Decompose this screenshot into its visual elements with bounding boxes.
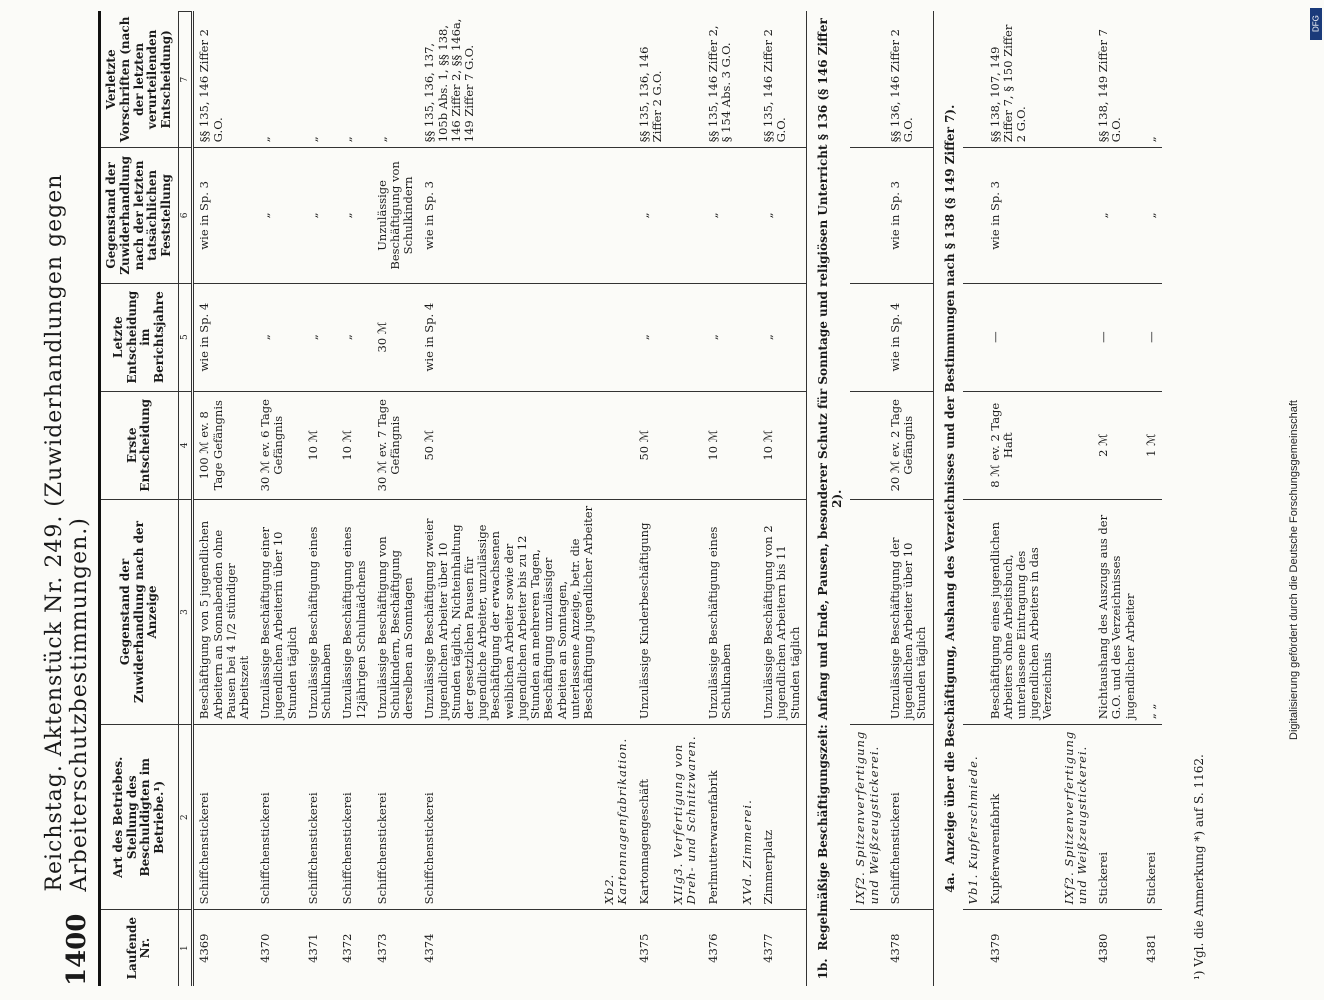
table-row [703, 12, 737, 987]
row-number: 4373 [372, 910, 420, 986]
branch-subheading: XIIg3. Verfertigung von Dreh- und Schnitzwaren. [668, 725, 702, 910]
row-number: 4375 [634, 910, 668, 986]
row-letzte-entscheidung: — [985, 283, 1059, 391]
row-feststellung: wie in Sp. 3 [193, 148, 255, 283]
branch-subheading: IXf2. Spitzenverfertigung und Weißzeugstickerei. [1059, 725, 1093, 910]
column-header: Gegenstand der Zuwiderhandlung nach der letzten tatsächlichen Feststellung [101, 148, 178, 283]
row-feststellung: wie in Sp. 3 [985, 148, 1059, 283]
section-number: 4a. [942, 872, 957, 893]
row-betrieb: Schiffchenstickerei [419, 725, 599, 910]
row-betrieb: Schiffchenstickerei [372, 725, 420, 910]
row-number: 4372 [337, 910, 371, 986]
row-number: 4378 [885, 910, 933, 986]
row-betrieb: Zimmerplatz [758, 725, 806, 910]
cell-empty [963, 391, 984, 499]
row-letzte-entscheidung: — [1141, 283, 1162, 391]
table-row [419, 12, 599, 987]
column-header: Verletzte Vorschriften (nach der letzten verurteilenden Entscheidung) [101, 12, 178, 148]
row-erste-entscheidung: 1 ℳ [1141, 391, 1162, 499]
row-gegenstand: Nichtaushang des Auszugs aus der G.O. und des Verzeichnisses jugendlicher Arbeiter [1093, 499, 1141, 724]
row-number: 4380 [1093, 910, 1141, 986]
subheading-row [599, 12, 633, 987]
row-betrieb: Schiffchenstickerei [255, 725, 303, 910]
column-header: Erste Entscheidung [101, 391, 178, 499]
cell-empty [850, 391, 884, 499]
offenses-table [101, 11, 1162, 986]
cell-empty [1059, 148, 1093, 283]
row-gegenstand: Beschäftigung von 5 jugendlichen Arbeitern an Sonnabenden ohne Pausen bei 4 1/2 stündiger Arbeitszeit [193, 499, 255, 724]
cell-empty [737, 283, 758, 391]
subheading-row [668, 12, 702, 987]
table-row [372, 12, 420, 987]
section-title: Anzeige über die Beschäftigung, Aushang des Verzeichnisses und der Bestimmungen nach § 138 (§ 149 Ziffer 7). [942, 104, 957, 865]
row-erste-entscheidung: 50 ℳ [419, 391, 599, 499]
row-feststellung: „ [303, 148, 337, 283]
cell-empty [1059, 12, 1093, 148]
table-row [193, 12, 255, 987]
table-row [985, 12, 1059, 987]
row-gegenstand: Unzulässige Beschäftigung von 2 jugendlichen Arbeitern bis 11 Stunden täglich [758, 499, 806, 724]
row-letzte-entscheidung: „ [337, 283, 371, 391]
row-number: 4379 [985, 910, 1059, 986]
cell-empty [963, 12, 984, 148]
branch-subheading: Xb2. Kartonnagenfabrikation. [599, 725, 633, 910]
cell-empty [668, 499, 702, 724]
cell-empty [850, 12, 884, 148]
row-gegenstand: Unzulässige Beschäftigung einer jugendlichen Arbeiterin über 10 Stunden täglich [255, 499, 303, 724]
row-erste-entscheidung: 2 ℳ [1093, 391, 1141, 499]
row-erste-entscheidung: 30 ℳ ev. 7 Tage Gefängnis [372, 391, 420, 499]
cell-empty [1059, 910, 1093, 986]
row-vorschriften: „ [1143, 136, 1158, 143]
row-erste-entscheidung: 10 ℳ [303, 391, 337, 499]
row-feststellung: „ [337, 148, 371, 283]
row-gegenstand: Unzulässige Beschäftigung zweier jugendlichen Arbeiter über 10 Stunden täglich, Nichteinhaltung der gesetzlichen Pausen für jugendliche Arbeiter, unzulässige Beschäftigung der erwachsenen weiblichen Arbeiter sowie der jugendlichen Arbeiter bis zu 12 Stunden an mehreren Tagen, Beschäftigung unzulässiger Arbeiten an Sonntagen, unterlassene Anzeige, betr. die Beschäftigung jugendlicher Arbeiter [419, 499, 599, 724]
subheading-row [1059, 12, 1093, 987]
row-letzte-entscheidung: „ [758, 283, 806, 391]
cell-empty [737, 12, 758, 148]
column-number: 5 [178, 283, 192, 391]
cell-empty [668, 283, 702, 391]
row-betrieb: Schiffchenstickerei [885, 725, 933, 910]
cell-empty [599, 148, 633, 283]
table-row [303, 12, 337, 987]
row-vorschriften: „ [374, 136, 389, 143]
row-betrieb: Perlmutterwarenfabrik [703, 725, 737, 910]
cell-empty [599, 283, 633, 391]
row-feststellung: „ [758, 148, 806, 283]
row-erste-entscheidung: 30 ℳ ev. 6 Tage Gefängnis [255, 391, 303, 499]
row-gegenstand: Unzulässige Kinderbeschäftigung [634, 499, 668, 724]
row-betrieb: Schiffchenstickerei [303, 725, 337, 910]
column-header: Laufende Nr. [101, 910, 178, 986]
cell-empty [599, 391, 633, 499]
cell-empty [963, 148, 984, 283]
row-number: 4370 [255, 910, 303, 986]
row-betrieb: Kupferwarenfabrik [985, 725, 1059, 910]
cell-empty [850, 148, 884, 283]
row-gegenstand: Unzulässige Beschäftigung von Schulkindern, Beschäftigung derselben an Sonntagen [372, 499, 420, 724]
row-letzte-entscheidung: „ [255, 283, 303, 391]
cell-empty [599, 12, 633, 148]
row-gegenstand: Unzulässige Beschäftigung eines Schulknaben [303, 499, 337, 724]
row-betrieb: Schiffchenstickerei [337, 725, 371, 910]
row-vorschriften: §§ 136, 146 Ziffer 2 G.O. [887, 29, 916, 143]
row-number: 4371 [303, 910, 337, 986]
cell-empty [737, 391, 758, 499]
cell-empty [737, 499, 758, 724]
row-letzte-entscheidung: „ [303, 283, 337, 391]
row-feststellung: „ [255, 148, 303, 283]
subheading-row [963, 12, 984, 987]
row-letzte-entscheidung: „ [703, 283, 737, 391]
cell-empty [668, 148, 702, 283]
row-letzte-entscheidung: — [1093, 283, 1141, 391]
column-number: 6 [178, 148, 192, 283]
row-number: 4376 [703, 910, 737, 986]
row-number: 4369 [193, 910, 255, 986]
section-heading [806, 12, 850, 987]
row-vorschriften: „ [258, 136, 273, 143]
row-vorschriften: §§ 138, 107, 149 Ziffer 7, § 150 Ziffer 2 G.O. [987, 24, 1028, 143]
column-header: Art des Betriebes. Stellung des Beschuldigten im Betriebe.¹) [101, 725, 178, 910]
column-number: 7 [178, 12, 192, 148]
section-heading [933, 12, 963, 987]
row-gegenstand: Beschäftigung eines jugendlichen Arbeiters ohne Arbeitsbuch, unterlassene Eintragung des jugendlichen Arbeiters in das Verzeichnis [985, 499, 1059, 724]
row-gegenstand: Unzulässige Beschäftigung eines Schulknaben [703, 499, 737, 724]
column-number: 3 [178, 499, 192, 724]
row-erste-entscheidung: 10 ℳ [337, 391, 371, 499]
cell-empty [599, 910, 633, 986]
row-vorschriften: §§ 135, 146 Ziffer 2 G.O. [761, 29, 789, 143]
cell-empty [599, 499, 633, 724]
cell-empty [1059, 499, 1093, 724]
row-vorschriften: „ [305, 136, 320, 143]
cell-empty [963, 910, 984, 986]
row-number: 4381 [1141, 910, 1162, 986]
column-number: 4 [178, 391, 192, 499]
row-erste-entscheidung: 50 ℳ [634, 391, 668, 499]
subheading-row [737, 12, 758, 987]
row-gegenstand: Unzulässige Beschäftigung eines 12jährigen Schulmädchens [337, 499, 371, 724]
column-header: Letzte Entscheidung im Berichtsjahre [101, 283, 178, 391]
cell-empty [850, 910, 884, 986]
row-feststellung: „ [1093, 148, 1141, 283]
column-number-row [178, 12, 192, 987]
row-gegenstand: Unzulässige Beschäftigung der jugendlichen Arbeiter über 10 Stunden täglich [885, 499, 933, 724]
column-number: 2 [178, 725, 192, 910]
cell-empty [963, 499, 984, 724]
row-betrieb: Schiffchenstickerei [193, 725, 255, 910]
cell-empty [668, 12, 702, 148]
cell-empty [1059, 283, 1093, 391]
subheading-row [850, 12, 884, 987]
row-letzte-entscheidung: 30 ℳ [372, 283, 420, 391]
row-betrieb: Kartonnagengeschäft [634, 725, 668, 910]
row-letzte-entscheidung: wie in Sp. 4 [193, 283, 255, 391]
row-feststellung: „ [634, 148, 668, 283]
row-erste-entscheidung: 100 ℳ ev. 8 Tage Gefängnis [193, 391, 255, 499]
row-feststellung: wie in Sp. 3 [419, 148, 599, 283]
table-row [634, 12, 668, 987]
row-erste-entscheidung: 10 ℳ [758, 391, 806, 499]
row-vorschriften: §§ 135, 146 Ziffer 2 G.O. [197, 29, 225, 143]
section-heading-row [806, 12, 850, 987]
cell-empty [850, 499, 884, 724]
cell-empty [850, 283, 884, 391]
table-row [1093, 12, 1141, 987]
cell-empty [1059, 391, 1093, 499]
row-feststellung: „ [703, 148, 737, 283]
table-header-row [101, 12, 178, 987]
table-row [758, 12, 806, 987]
row-number: 4374 [419, 910, 599, 986]
row-vorschriften: §§ 135, 146 Ziffer 2, § 154 Abs. 3 G.O. [705, 25, 733, 143]
page-content [40, 11, 1220, 986]
row-erste-entscheidung: 10 ℳ [703, 391, 737, 499]
section-title: Regelmäßige Beschäftigungszeit: Anfang und Ende, Pausen, besonderer Schutz für Sonntage und religiösen Unterricht § 136 (§ 146 Ziffer 2). [815, 18, 844, 951]
row-erste-entscheidung: 8 ℳ ev. 2 Tage Haft [985, 391, 1059, 499]
row-letzte-entscheidung: „ [634, 283, 668, 391]
row-betrieb: Stickerei [1141, 725, 1162, 910]
section-heading-row [933, 12, 963, 987]
row-letzte-entscheidung: wie in Sp. 4 [419, 283, 599, 391]
column-header: Gegenstand der Zuwiderhandlung nach der Anzeige [101, 499, 178, 724]
cell-empty [963, 283, 984, 391]
table-row [1141, 12, 1162, 987]
section-number: 1b. [815, 958, 830, 980]
dfg-logo: DFG [1310, 8, 1322, 40]
row-erste-entscheidung: 20 ℳ ev. 2 Tage Gefängnis [885, 391, 933, 499]
cell-empty [737, 148, 758, 283]
row-vorschriften: §§ 138, 149 Ziffer 7 G.O. [1096, 29, 1124, 143]
cell-empty [668, 391, 702, 499]
row-vorschriften: §§ 135, 136, 146 Ziffer 2 G.O. [636, 46, 664, 143]
table-body [193, 12, 1162, 987]
branch-subheading: IXf2. Spitzenverfertigung und Weißzeugstickerei. [850, 725, 884, 910]
branch-subheading: XVd. Zimmerei. [737, 725, 758, 910]
row-betrieb: Stickerei [1093, 725, 1141, 910]
page-number: 1400 [62, 913, 92, 986]
row-feststellung: Unzulässige Beschäftigung von Schulkindern [372, 148, 420, 283]
branch-subheading: Vb1. Kupferschmiede. [963, 725, 984, 910]
table-row [885, 12, 933, 987]
digitalisierung-note: Digitalisierung gefördert durch die Deutsche Forschungsgemeinschaft [1288, 400, 1300, 740]
page-header [40, 11, 101, 986]
table-row [255, 12, 303, 987]
cell-empty [668, 910, 702, 986]
row-feststellung: „ [1141, 148, 1162, 283]
row-number: 4377 [758, 910, 806, 986]
row-vorschriften: „ [340, 136, 355, 143]
page-title: Reichstag. Aktenstück Nr. 249. (Zuwiderhandlungen gegen Arbeiterschutzbestimmungen.) [42, 173, 92, 892]
row-feststellung: wie in Sp. 3 [885, 148, 933, 283]
footnote: ¹) Vgl. die Anmerkung *) auf S. 1162. [1191, 754, 1206, 980]
column-number: 1 [178, 910, 192, 986]
row-vorschriften: §§ 135, 136, 137, 105b Abs. 1, §§ 138, 146 Ziffer 2, §§ 146a, 149 Ziffer 7 G.O. [422, 18, 477, 143]
row-letzte-entscheidung: wie in Sp. 4 [885, 283, 933, 391]
table-row [337, 12, 371, 987]
row-gegenstand: „ „ [1141, 499, 1162, 724]
cell-empty [737, 910, 758, 986]
